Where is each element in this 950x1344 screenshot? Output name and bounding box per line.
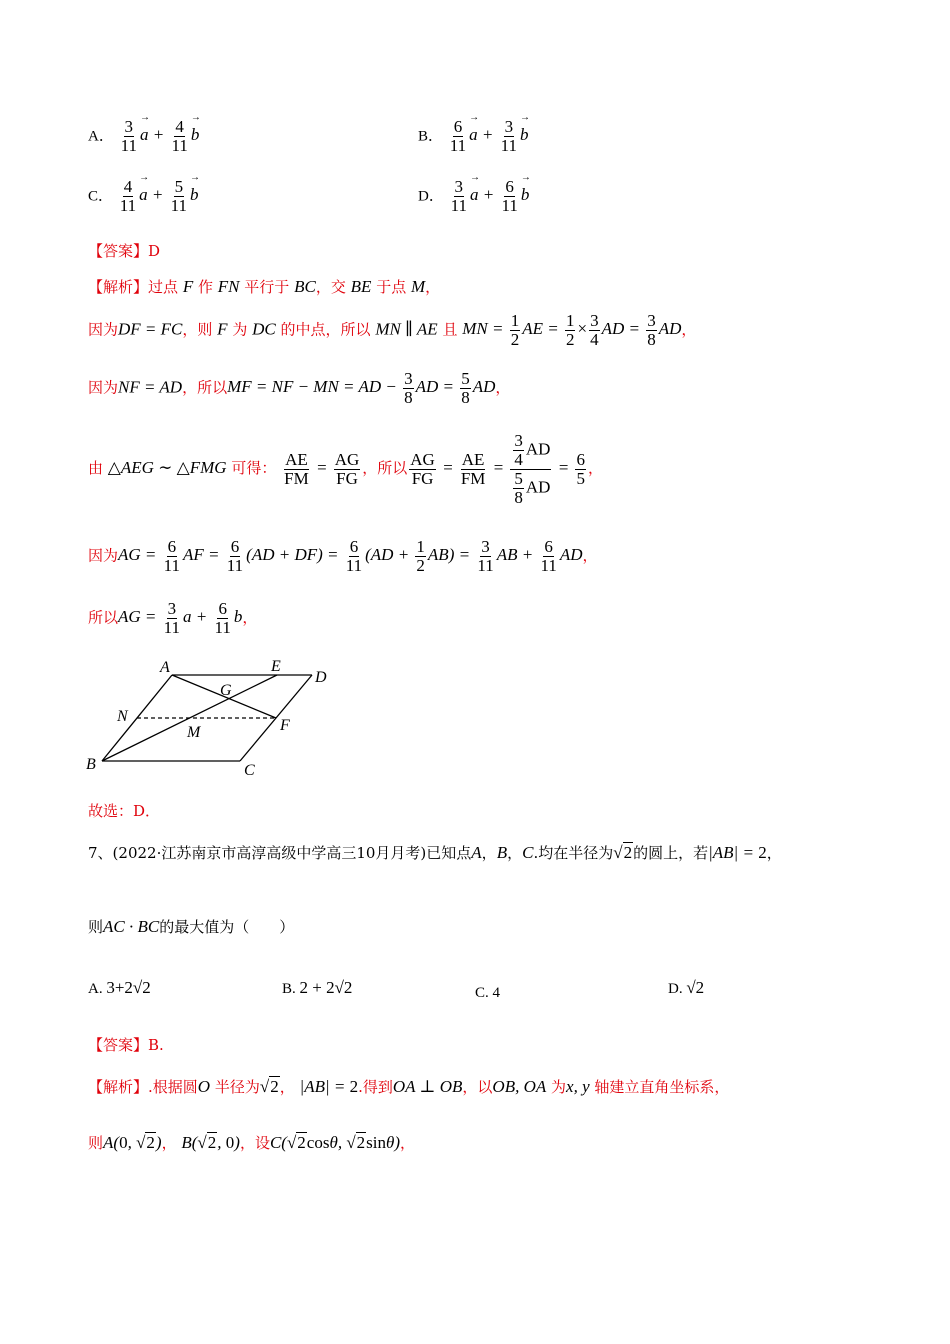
q7-option-d[interactable]: D. √2 (668, 978, 705, 997)
q7-stem-line-1: 7、(2022·江苏南京市高淳高级中学高三10月月考)已知点A，B，C.均在半径为√2的圆上，若|AB| = 2， (88, 843, 782, 862)
q7-option-c[interactable]: C. 4 (475, 985, 501, 1001)
option-label: D． (418, 188, 444, 205)
analysis-line-1: 【解析】过点 F 作 FN 平行于 BC，交 BE 于点 M， (88, 277, 441, 296)
q7-stem-line-2: 则AC · BC的最大值为（ ） (88, 917, 295, 936)
label-A: A (160, 659, 170, 676)
label-B: B (86, 756, 96, 773)
option-label: C． (88, 188, 114, 205)
label-N: N (117, 708, 128, 725)
q7-answer-line: 【答案】B. (88, 1036, 164, 1054)
label-C: C (244, 762, 255, 779)
analysis-line-5: 因为AG = $\frac{6}{11}$ AF = $\frac{6}{11}$ (AD + DF) = $\frac{6}{11}$ (AD + $\frac{1}{2}$ AB) = $\frac{3}{11}$ AB + $\frac{6}{11}$ AD， (88, 537, 598, 575)
analysis-line-2: 因为DF = FC，则 F 为 DC 的中点，所以 MN ∥ AE 且 MN = $\frac{1}{2}$ AE = $\frac{1}{2}$ × $\frac{3}{4}$ AD = $\frac{3}{8}$ AD， (88, 311, 697, 349)
q7-analysis-line-1: 【解析】.根据圆O 半径为√2， |AB| = 2.得到OA ⊥ OB，以OB, OA 为x, y 轴建立直角坐标系， (88, 1077, 730, 1096)
parallelogram-figure (80, 655, 340, 780)
label-M: M (187, 724, 201, 741)
analysis-line-6: 所以AG = $\frac{3}{11}$ a + $\frac{6}{11}$ b， (88, 599, 258, 637)
option-b[interactable]: B． $\frac{6}{11}$ → a + $\frac{3}{11}$ → b (418, 118, 529, 155)
conclusion-line: 故选：D． (88, 802, 161, 820)
option-c[interactable]: C． $\frac{4}{11}$ → a + $\frac{5}{11}$ → b (88, 178, 199, 215)
q7-option-b[interactable]: B. 2 + 2√2 (282, 978, 353, 997)
analysis-line-3: 因为NF = AD，所以MF = NF − MN = AD − $\frac{3}{8}$ AD = $\frac{5}{8}$ AD， (88, 369, 511, 407)
q7-option-a[interactable]: A. 3+2√2 (88, 978, 151, 997)
label-D: D (315, 669, 327, 686)
answer-line: 【答案】D (88, 242, 161, 260)
option-label: B． (418, 128, 444, 145)
label-G: G (220, 682, 232, 699)
q7-analysis-line-2: 则A(0, √2)， B(√2, 0)，设C(√2cosθ, √2sinθ)， (88, 1133, 416, 1152)
label-F: F (280, 717, 290, 734)
option-label: A． (88, 128, 114, 145)
analysis-line-4: 由 △AEG ∼ △FMG 可得： $\frac{AE}{FM}$ = $\frac{AG}{FG}$ ，所以 $\frac{AG}{FG}$ = $\frac{AE}{FM}$ = $\frac{3}{4}$ AD $\frac{5}{8}$ AD = $\frac{6}{5}$ ， (88, 431, 603, 507)
option-a[interactable]: A． $\frac{3}{11}$ → a + $\frac{4}{11}$ → b (88, 118, 199, 155)
option-d[interactable]: D． $\frac{3}{11}$ → a + $\frac{6}{11}$ → b (418, 178, 529, 215)
label-E: E (271, 658, 281, 675)
